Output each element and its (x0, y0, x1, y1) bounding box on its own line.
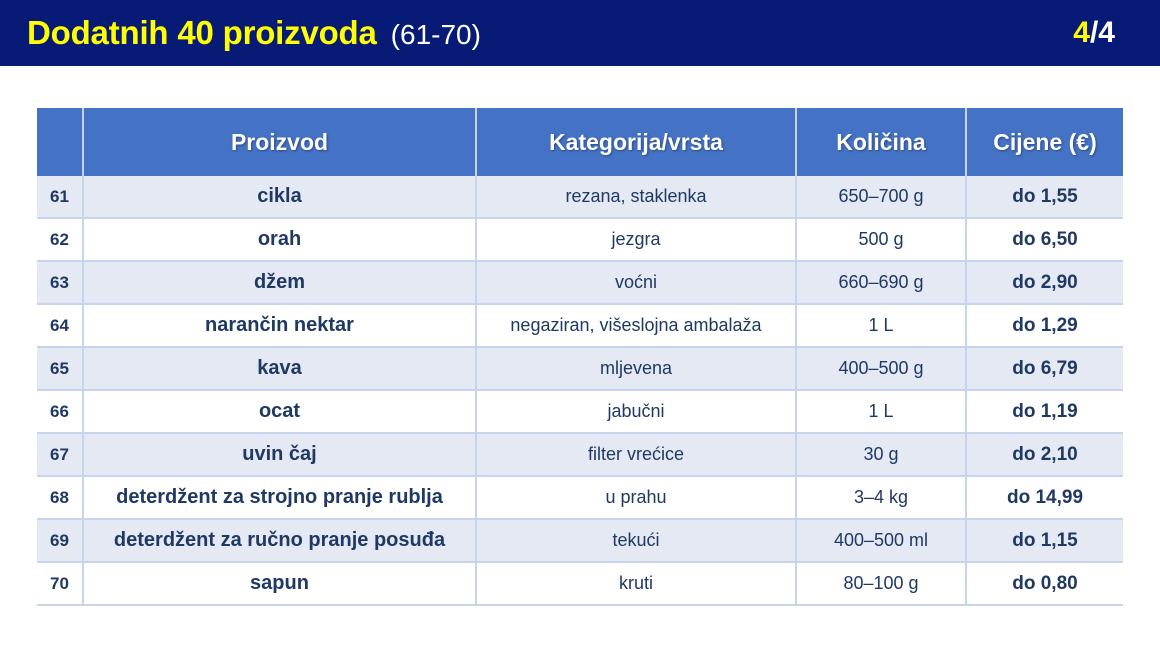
cell-product: deterdžent za ručno pranje posuđa (83, 519, 476, 562)
cell-price: do 1,29 (966, 304, 1123, 347)
cell-price: do 2,90 (966, 261, 1123, 304)
table-row (37, 390, 1123, 433)
cell-product: orah (83, 218, 476, 261)
cell-quantity: 30 g (796, 433, 966, 476)
cell-index: 67 (37, 433, 83, 476)
page-title-range: (61-70) (390, 19, 481, 50)
cell-product: kava (83, 347, 476, 390)
cell-category: filter vrećice (476, 433, 796, 476)
table-row (37, 261, 1123, 304)
cell-product: ocat (83, 390, 476, 433)
page-indicator (1073, 16, 1115, 50)
table-row (37, 519, 1123, 562)
cell-product: uvin čaj (83, 433, 476, 476)
cell-category: kruti (476, 562, 796, 605)
cell-category: negaziran, višeslojna ambalaža (476, 304, 796, 347)
page-total: /4 (1089, 16, 1115, 49)
cell-product: sapun (83, 562, 476, 605)
cell-category: mljevena (476, 347, 796, 390)
table-header-row (37, 108, 1123, 176)
cell-quantity: 500 g (796, 218, 966, 261)
column-header-price: Cijene (€) (966, 108, 1123, 176)
table-header (37, 108, 1123, 176)
cell-index: 62 (37, 218, 83, 261)
cell-price: do 1,19 (966, 390, 1123, 433)
table-row (37, 562, 1123, 605)
cell-price: do 14,99 (966, 476, 1123, 519)
cell-quantity: 650–700 g (796, 176, 966, 218)
cell-product: cikla (83, 176, 476, 218)
cell-index: 68 (37, 476, 83, 519)
cell-category: tekući (476, 519, 796, 562)
cell-category: voćni (476, 261, 796, 304)
table-row (37, 176, 1123, 218)
cell-price: do 6,79 (966, 347, 1123, 390)
cell-index: 70 (37, 562, 83, 605)
cell-quantity: 400–500 g (796, 347, 966, 390)
cell-index: 63 (37, 261, 83, 304)
cell-quantity: 660–690 g (796, 261, 966, 304)
cell-quantity: 3–4 kg (796, 476, 966, 519)
cell-price: do 1,55 (966, 176, 1123, 218)
cell-category: jezgra (476, 218, 796, 261)
cell-index: 69 (37, 519, 83, 562)
cell-index: 65 (37, 347, 83, 390)
cell-quantity: 80–100 g (796, 562, 966, 605)
title-group (27, 14, 481, 52)
cell-category: rezana, staklenka (476, 176, 796, 218)
cell-category: jabučni (476, 390, 796, 433)
column-header-product: Proizvod (83, 108, 476, 176)
title-bar (0, 0, 1160, 66)
cell-index: 66 (37, 390, 83, 433)
column-header-index (37, 108, 83, 176)
cell-quantity: 1 L (796, 390, 966, 433)
cell-product: džem (83, 261, 476, 304)
cell-product: deterdžent za strojno pranje rublja (83, 476, 476, 519)
cell-category: u prahu (476, 476, 796, 519)
table-row (37, 433, 1123, 476)
page-title: Dodatnih 40 proizvoda (27, 14, 377, 51)
cell-index: 64 (37, 304, 83, 347)
table-body (37, 176, 1123, 605)
table-row (37, 304, 1123, 347)
cell-quantity: 1 L (796, 304, 966, 347)
cell-price: do 1,15 (966, 519, 1123, 562)
cell-index: 61 (37, 176, 83, 218)
cell-product: narančin nektar (83, 304, 476, 347)
column-header-quantity: Količina (796, 108, 966, 176)
table-row (37, 476, 1123, 519)
cell-price: do 6,50 (966, 218, 1123, 261)
page-current: 4 (1073, 16, 1090, 49)
cell-quantity: 400–500 ml (796, 519, 966, 562)
table-row (37, 347, 1123, 390)
table-row (37, 218, 1123, 261)
products-table (37, 108, 1123, 606)
cell-price: do 0,80 (966, 562, 1123, 605)
cell-price: do 2,10 (966, 433, 1123, 476)
products-table-container (37, 108, 1123, 606)
column-header-category: Kategorija/vrsta (476, 108, 796, 176)
